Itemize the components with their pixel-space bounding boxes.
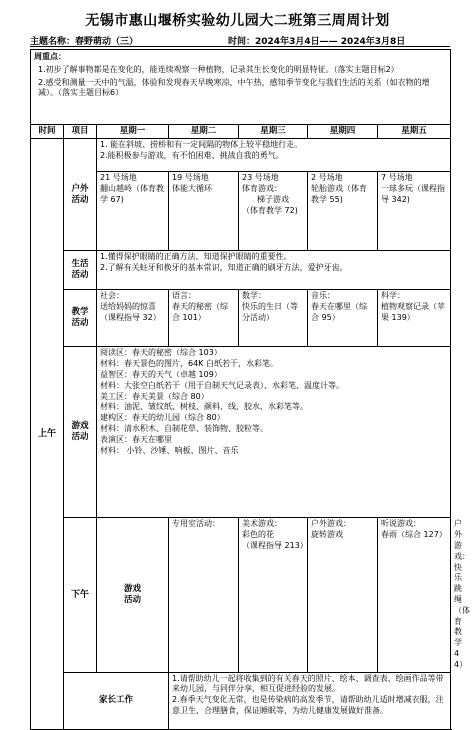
cell-line: 体育游戏： [242,184,282,194]
header-monday: 星期一 [97,125,169,139]
outdoor-label-line: 户外 [71,183,89,194]
focus-item: 1.初步了解事物都是在变化的，能连续观察一种植物，记录其生长变化的明显特征。（落实主题目标2） [38,64,399,74]
afternoon-wednesday [308,518,378,672]
life-line: 2.了解有关蛀牙和换牙的基本常识，知道正确的刷牙方法，爱护牙齿。 [100,263,348,273]
period-morning: 上午 [31,139,64,729]
cell-line: 一球多玩（课程指导 342) [381,184,445,205]
focus-heading: 周重点： [34,52,66,61]
teaching-friday [378,290,451,347]
teaching-label-line: 活动 [71,318,89,329]
games-line: 材料：春天景色的图片，64K 白纸若干，水彩笔。 [100,359,278,369]
parents-line: 1.请帮助幼儿一起将收集到的有关春天的照片、绘本、调查表、绘画作品等带来幼儿园，与同伴分享，相互促进经验的发展。 [172,673,444,694]
page-title: 无锡市惠山堰桥实验幼儿园大二班第三周周计划 [85,13,390,29]
games-line: 美工区：春天美景（综合 80） [100,391,209,401]
cell-line: 听说游戏： [381,519,421,529]
cell-line: 送给妈妈的惊喜（课程指导 32） [100,302,161,323]
parents-label: 家长工作 [64,672,169,729]
outdoor-goal: 1. 能在斜坡、捞桥和有一定间隔的物体上较平稳地行走。 [100,140,303,150]
afternoon-row: 下午 游戏 活动 专用室活动： 美术游戏： 彩色的花 （课程指导 213） 户外游戏： 旋转游戏 听说游戏： 春雨（综合 127） 户外游戏： 快乐跳绳（体育教学 44） [31,518,451,672]
cell-line: 春雨（综合 127） [381,530,447,540]
outdoor-label [64,139,97,251]
time-value: 2024年3月4日—— 2024年3月8日 [255,37,406,47]
games-line: 建构区：春天的幼儿园（综合 80） [100,413,225,423]
parents-row [31,672,451,729]
cell-line: （课程指导 213） [242,541,308,551]
header-item: 项目 [64,125,97,139]
afternoon-label-line: 游戏 [123,583,141,594]
games-line: 材料：清水积木、自制花草、装饰物、胶粒等。 [100,424,268,434]
afternoon-thursday [378,518,451,672]
games-line: 材料：大张空白纸若干（用于自制天气记录表）、水彩笔、温度计等。 [100,380,344,390]
cell-line: 植物观察记录（苹果 139） [381,302,445,323]
focus-row [31,50,451,125]
cell-line: 音乐： [311,291,335,301]
cell-line: 数学： [242,291,266,301]
header-friday: 星期五 [378,125,451,139]
teaching-monday [97,290,169,347]
header-tuesday: 星期二 [169,125,239,139]
cell-line: 彩色的花 [242,530,274,540]
cell-line: 社会： [100,291,124,301]
life-line: 1.懂得保护眼睛的正确方法，知道保护眼睛的重要性。 [100,252,292,262]
teaching-label-line: 教学 [71,307,89,317]
life-label-line: 生活 [71,259,89,269]
cell-line: 轮胎游戏（体育教学 55) [311,184,367,205]
outdoor-wednesday [239,172,308,251]
weekly-plan-table [30,49,471,730]
parents-line: 2.春季天气变化无常，也是传染病的高发季节，请帮助幼儿适时增减衣服，注意卫生，合理膳食，保证睡眠等，为幼儿健康发展做好准备。 [172,695,444,716]
games-line: 材料：油泥、皱纹纸、树枝、颜料、线、胶水、水彩笔等。 [100,402,308,412]
games-label-line: 活动 [71,432,89,443]
games-line: 材料： 小铃、沙锤、响板、图片、音乐 [100,445,239,455]
life-label [64,251,97,290]
outdoor-goals-cell [97,139,451,172]
life-cell [97,251,451,290]
life-row [31,251,451,290]
teaching-row [31,290,451,347]
theme-label: 主题名称： [30,37,76,47]
cell-line: 语言： [172,291,196,301]
cell-line: 美术游戏： [242,519,282,529]
afternoon-monday [169,518,239,672]
life-label-line: 活动 [71,270,89,281]
cell-line: 翻山越岭（体育教学 67) [100,184,164,205]
outdoor-friday [378,172,451,251]
afternoon-tuesday [239,518,308,672]
cell-line: （体育教学 72) [242,205,298,215]
period-afternoon: 下午 [64,518,97,672]
teaching-label [64,290,97,347]
cell-line: 快乐的生日（等分活动） [242,302,298,323]
cell-line: 7 号场地 [381,173,413,183]
cell-line: 专用室活动： [172,519,220,529]
focus-item: 2.感受和测量一天中的气温，体验和发现春天早晚寒凉，中午热，感知季节变化与我们生活的关系（如衣物的增减）。（落实主题目标6） [38,77,430,98]
cell-line: 21 号场地 [100,173,137,183]
meta-underline [30,46,450,47]
cell-line: 19 号场地 [172,173,209,183]
teaching-wednesday [239,290,308,347]
teaching-tuesday [169,290,239,347]
cell-line: 梯子游戏 [257,195,289,205]
afternoon-games-label [97,518,169,672]
focus-cell [31,50,451,125]
parents-cell [169,672,451,729]
teaching-thursday [308,290,378,347]
outdoor-tuesday [169,172,239,251]
header-time: 时间 [31,125,64,139]
games-label-line: 游戏 [71,421,89,431]
outdoor-goal: 2.能积极参与游戏，有不怕困难、挑战自我的勇气。 [100,151,284,161]
cell-line: 旋转游戏 [311,530,343,540]
games-line: 益智区：春天的天气（卓越 109） [100,370,222,380]
cell-line: 科学： [381,291,405,301]
cell-line: 体能大循环 [172,184,212,194]
games-line: 表演区：春天在哪里 [100,434,172,444]
games-label [64,347,97,518]
games-line: 阅读区：春天的秘密（综合 103） [100,348,222,358]
theme-value: 春野萌动（三） [75,37,139,47]
afternoon-label-line: 活动 [123,595,141,606]
time-label: 时间： [228,37,256,47]
outdoor-monday [97,172,169,251]
games-cell [97,347,451,518]
outdoor-goals-row [31,139,451,172]
outdoor-thursday [308,172,378,251]
header-wednesday: 星期三 [239,125,308,139]
games-row [31,347,451,518]
cell-line: 2 号场地 [311,173,343,183]
cell-line: 春天的秘密（综合 101） [172,302,228,323]
cell-line: 23 号场地 [242,173,279,183]
header-thursday: 星期四 [308,125,378,139]
cell-line: 春天在哪里（综合 95） [311,302,367,323]
header-row [31,125,451,139]
outdoor-label-line: 活动 [71,194,89,205]
cell-line: 户外游戏： [311,519,351,529]
